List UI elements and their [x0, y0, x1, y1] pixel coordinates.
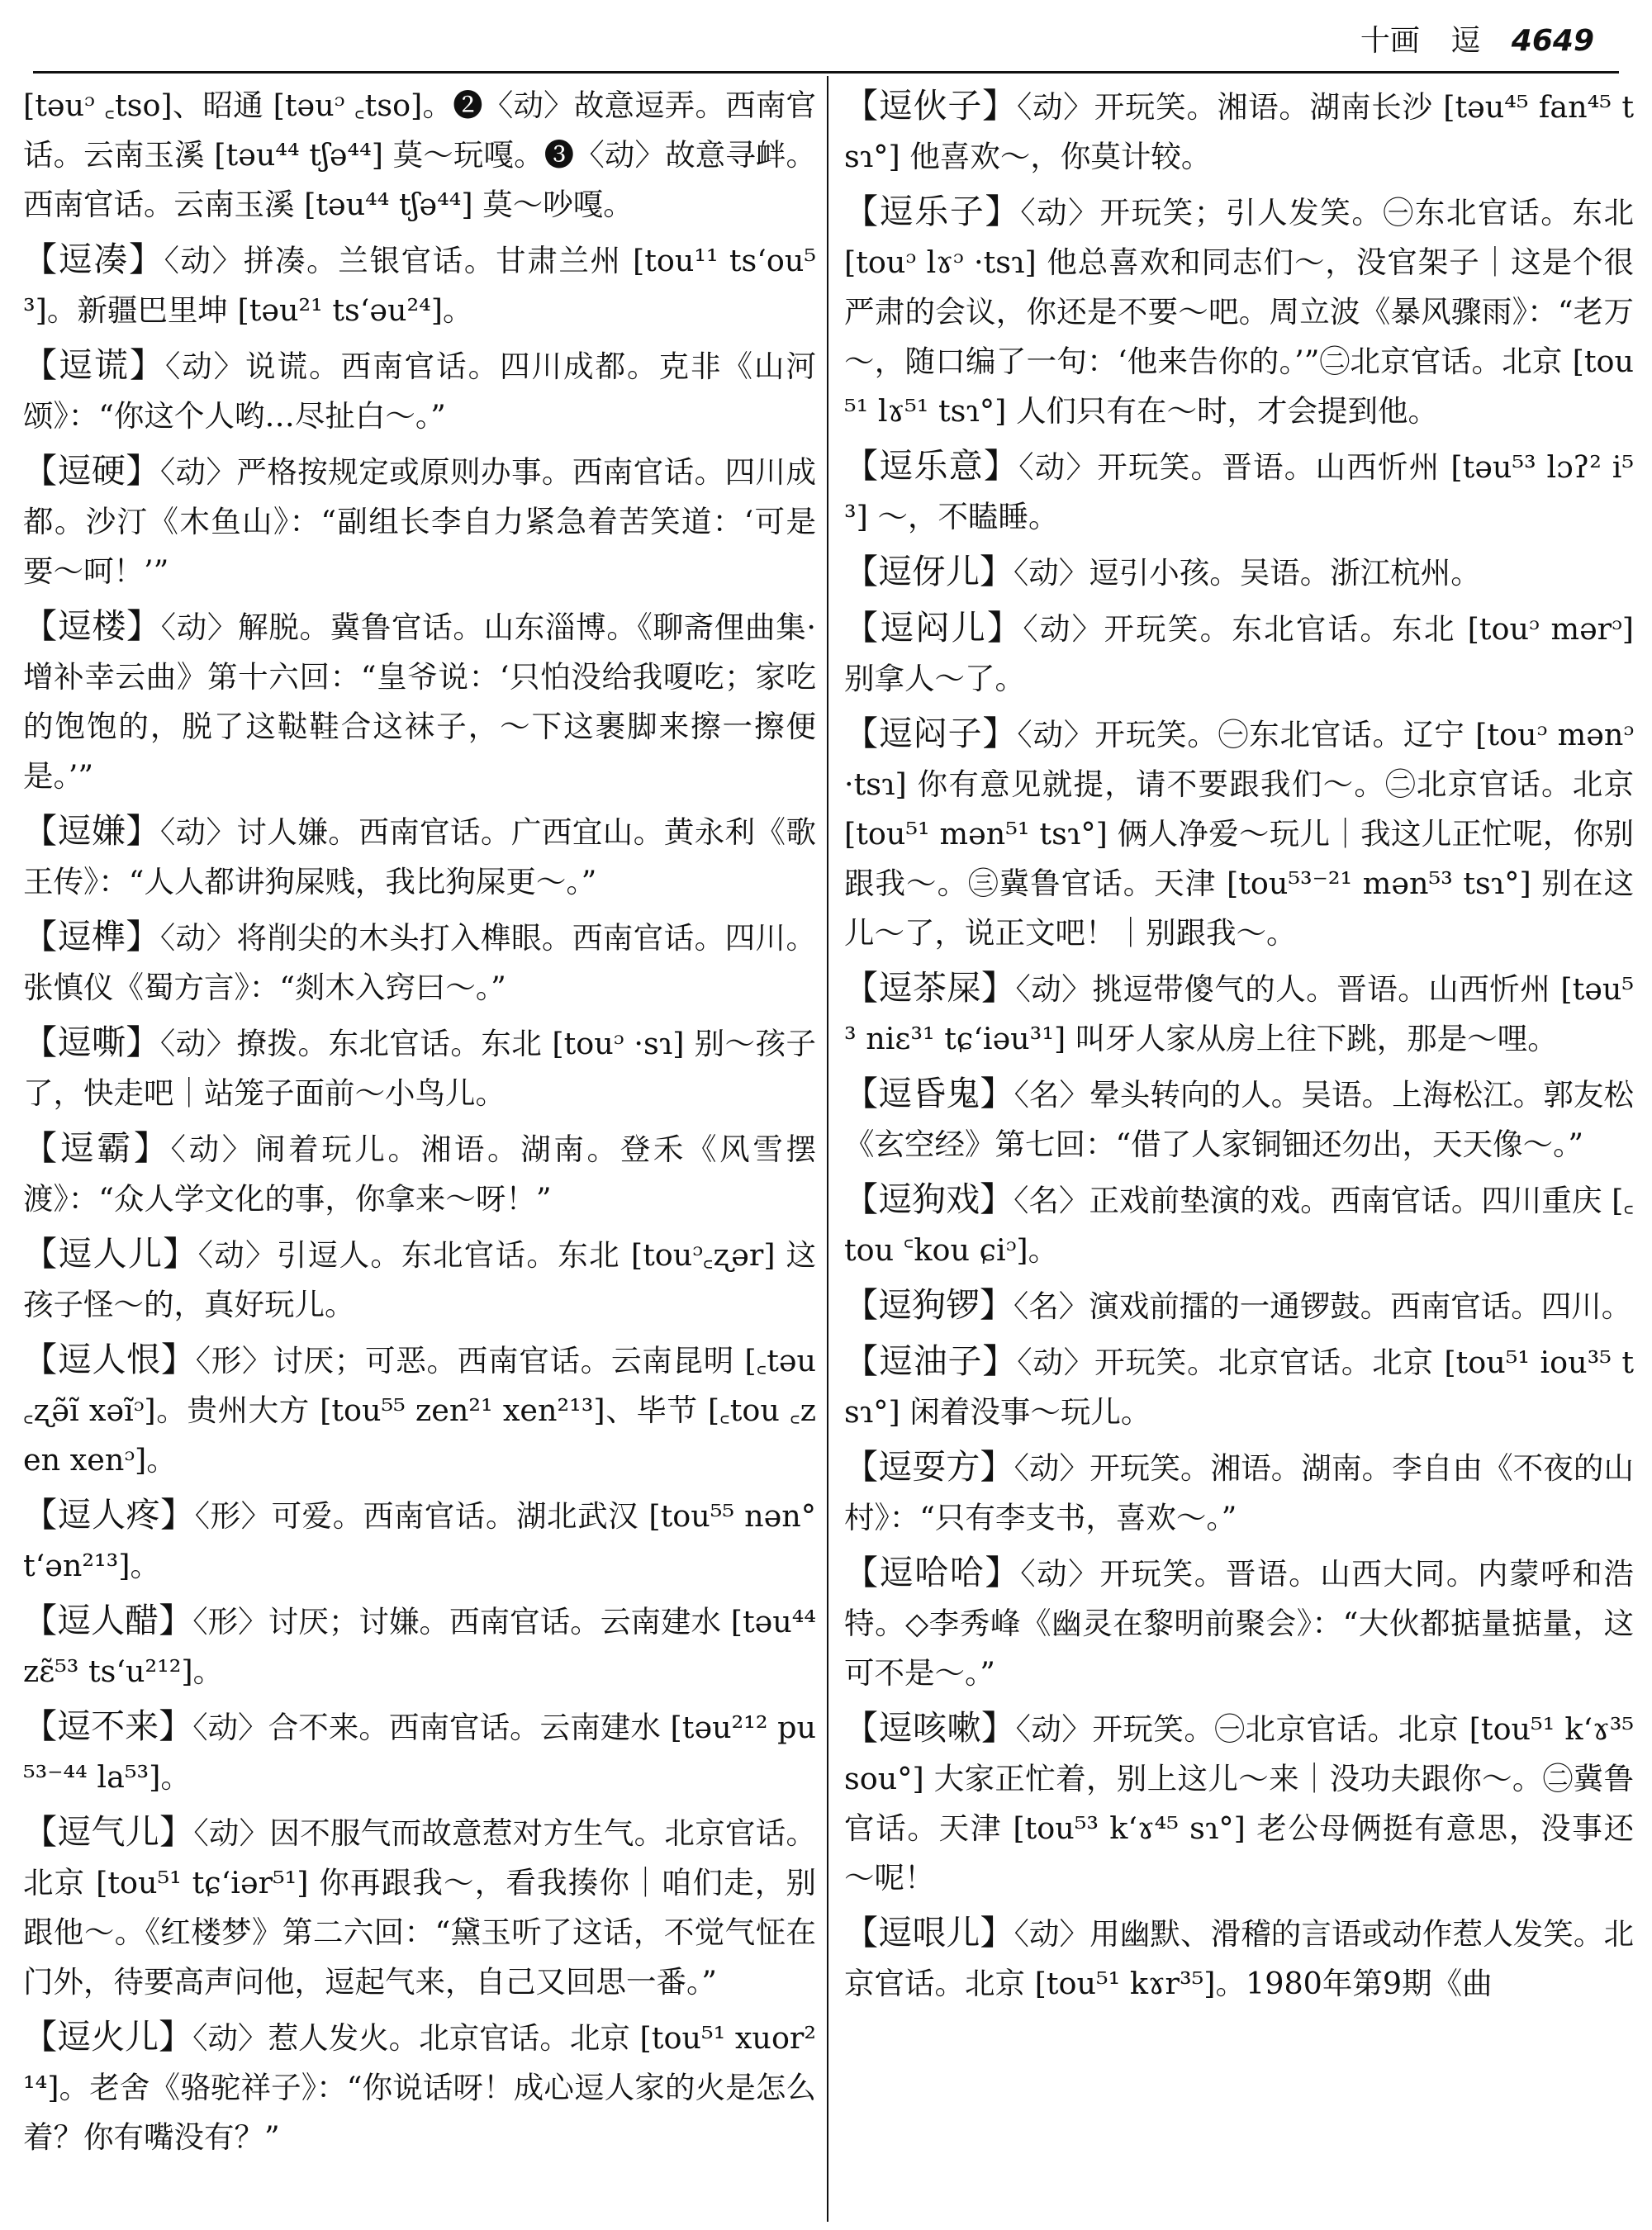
entry-headword: 【逗乐意】: [844, 446, 1019, 486]
entry-definition: 〈动〉开玩笑。㊀北京官话。北京 [tou⁵¹ k‘ɤ³⁵ sou°] 大家正忙着，别上这儿～来｜没功夫跟你～。㊁冀鲁官话。天津 [tou⁵³ k‘ɤ⁴⁵ sɿ°] 老公母俩挺有意思，没事还～呢！: [844, 1711, 1634, 1896]
entry-headword: 【逗硬】: [23, 451, 160, 491]
entry-definition: 〈动〉引逗人。东北官话。东北 [touᵓ꜀ʐər] 这孩子怪～的，真好玩儿。: [23, 1237, 816, 1322]
entry-definition: 〈动〉开玩笑。㊀东北官话。辽宁 [touᵓ mənᵓ ·tsɿ] 你有意见就提，请不要跟我们～。㊁北京官话。北京 [tou⁵¹ mən⁵¹ tsɿ°] 俩人净爱～玩儿｜我这儿正忙呢，你别跟我～。㊂冀鲁官话。天津 [tou⁵³⁻²¹ mən⁵³ tsɿ°] 别在这儿～了，说正文吧！｜别跟我～。: [844, 717, 1634, 951]
entry-definition: 〈动〉逗引小孩。吴语。浙江杭州。: [1014, 555, 1481, 591]
entry-definition: 〈动〉撩拨。东北官话。东北 [touᵓ ·sɿ] 别～孩子了，快走吧｜站笼子面前～小鸟儿。: [23, 1026, 816, 1111]
entry-definition: 〈动〉将削尖的木头打入榫眼。西南官话。四川。张慎仪《蜀方言》：“剡木入窍曰～。”: [23, 920, 816, 1005]
entry-definition: 〈名〉正戏前垫演的戏。西南官话。四川重庆 [꜀tou ꜂kou ɕiᵓ]。: [844, 1183, 1634, 1268]
left-column: [23, 81, 816, 2213]
entry-definition: 〈动〉开玩笑。湘语。湖南。李自由《不夜的山村》：“只有李支书，喜欢～。”: [844, 1450, 1634, 1535]
entry-headword: 【逗谎】: [23, 345, 165, 385]
entry-definition: 〈名〉演戏前擂的一通锣鼓。西南官话。四川。: [1014, 1288, 1632, 1324]
dictionary-entry: [844, 603, 1634, 704]
dictionary-entry: [23, 601, 816, 801]
entry-headword: 【逗人疼】: [23, 1495, 195, 1535]
dictionary-entry: [23, 912, 816, 1013]
entry-headword: 【逗昏鬼】: [844, 1074, 1014, 1113]
entry-headword: 【逗嘶】: [23, 1022, 160, 1062]
entry-definition: 〈形〉讨厌；可恶。西南官话。云南昆明 [꜀təu ꜀ʐə̃ĩ xəĩᵓ]。贵州大方 [tou⁵⁵ zen²¹ xen²¹³]、毕节 [꜀tou ꜀zen xenᵓ]。: [23, 1343, 816, 1478]
entry-definition: 〈名〉晕头转向的人。吴语。上海松江。郭友松《玄空经》第七回：“借了人家铜钿还勿出，天天像～。”: [844, 1077, 1634, 1162]
entry-definition: 〈动〉拼凑。兰银官话。甘肃兰州 [tou¹¹ ts‘ou⁵³]。新疆巴里坤 [təu²¹ ts‘əu²⁴]。: [23, 243, 816, 328]
entry-definition: 〈动〉惹人发火。北京官话。北京 [tou⁵¹ xuor²¹⁴]。老舍《骆驼祥子》：“你说话呀！成心逗人家的火是怎么着？你有嘴没有？”: [23, 2020, 816, 2155]
entry-headword: 【逗哈哈】: [844, 1553, 1021, 1592]
entry-headword: 【逗气儿】: [23, 1812, 194, 1852]
entry-headword: 【逗凑】: [23, 240, 164, 279]
entry-definition: 〈动〉开玩笑。晋语。山西大同。内蒙呼和浩特。◇李秀峰《幽灵在黎明前聚会》：“大伙都掂量掂量，这可不是～。”: [844, 1556, 1634, 1691]
entry-definition: 〈动〉合不来。西南官话。云南建水 [təu²¹² pu⁵³⁻⁴⁴ la⁵³]。: [23, 1710, 816, 1795]
dictionary-entry: [844, 1280, 1634, 1331]
entry-headword: 【逗嫌】: [23, 811, 160, 851]
entry-headword: 【逗火儿】: [23, 2017, 193, 2057]
dictionary-entry: [23, 2012, 816, 2162]
column-divider: [827, 76, 828, 2222]
dictionary-entry: [23, 1490, 816, 1591]
dictionary-entry: [23, 235, 816, 335]
dictionary-entry: [23, 1596, 816, 1696]
page-number: 4649: [1511, 24, 1594, 58]
entry-definition: 〈动〉开玩笑。东北官话。东北 [touᵓ mərᵓ] 别拿人～了。: [844, 611, 1634, 696]
entry-headword: 【逗狗戏】: [844, 1179, 1014, 1219]
dictionary-entry: [23, 1701, 816, 1802]
dictionary-entry: [23, 1018, 816, 1118]
running-head: [33, 18, 1594, 64]
entry-headword: 【逗人恨】: [23, 1340, 196, 1379]
entry-headword: 【逗咳嗽】: [844, 1708, 1016, 1748]
dictionary-entry: [844, 1336, 1634, 1437]
dictionary-entry: [23, 446, 816, 596]
entry-definition: 〈动〉严格按规定或原则办事。西南官话。四川成都。沙汀《木鱼山》：“副组长李自力紧急着苦笑道：‘可是要～呵！’”: [23, 454, 816, 589]
entry-definition: 〈动〉因不服气而故意惹对方生气。北京官话。北京 [tou⁵¹ tɕ‘iər⁵¹] 你再跟我～，看我揍你｜咱们走，别跟他～。《红楼梦》第二六回：“黛玉听了这话，不觉气怔在门外，待要高声问他，逗起气来，自己又回思一番。”: [23, 1815, 816, 2000]
entry-definition: 〈形〉讨厌；讨嫌。西南官话。云南建水 [təu⁴⁴ zɛ̃⁵³ ts‘u²¹²]。: [23, 1604, 816, 1689]
entry-definition: 〈动〉讨人嫌。西南官话。广西宜山。黄永利《歌王传》：“人人都讲狗屎贱，我比狗屎更～。”: [23, 814, 816, 899]
dictionary-entry: [844, 1548, 1634, 1698]
entry-headword: 【逗人儿】: [23, 1234, 198, 1274]
entry-headword: 【逗闷儿】: [844, 608, 1023, 648]
dictionary-entry: [844, 1174, 1634, 1275]
dictionary-entry: [844, 709, 1634, 958]
dictionary-entry: [844, 1442, 1634, 1543]
entry-definition: [təuᵓ ꜀tso]、昭通 [təuᵓ ꜀tso]。❷〈动〉故意逗弄。西南官话。云南玉溪 [təu⁴⁴ tʃə⁴⁴] 莫～玩嘎。❸〈动〉故意寻衅。西南官话。云南玉溪 [təu⁴⁴ tʃə⁴⁴] 莫～吵嘎。: [23, 88, 816, 222]
entry-definition: 〈动〉闹着玩儿。湘语。湖南。登禾《风雪摆渡》：“众人学文化的事，你拿来～呀！”: [23, 1132, 816, 1217]
entry-headword: 【逗哏儿】: [844, 1913, 1014, 1952]
entry-definition: 〈形〉可爱。西南官话。湖北武汉 [tou⁵⁵ nən° t‘ən²¹³]。: [23, 1498, 816, 1583]
entry-headword: 【逗不来】: [23, 1706, 193, 1746]
entry-headword: 【逗榫】: [23, 917, 160, 956]
entry-headword: 【逗耍方】: [844, 1447, 1014, 1487]
right-column: [844, 81, 1634, 2213]
dictionary-entry: [844, 1908, 1634, 2009]
dictionary-entry: [844, 963, 1634, 1064]
section-label: 十画: [1360, 24, 1420, 58]
dictionary-entry: [844, 81, 1634, 182]
entry-definition: 〈动〉挑逗带傻气的人。晋语。山西忻州 [təu⁵³ niɛ³¹ tɕ‘iəu³¹] 叫牙人家从房上往下跳，那是～哩。: [844, 971, 1634, 1056]
entry-headword: 【逗乐子】: [844, 192, 1021, 231]
dictionary-entry: [844, 187, 1634, 436]
entry-headword: 【逗霸】: [23, 1128, 171, 1168]
dictionary-entry: [23, 1335, 816, 1485]
dictionary-entry: [23, 806, 816, 907]
dictionary-entry: [23, 81, 816, 230]
entry-headword: 【逗伙子】: [844, 86, 1017, 126]
entry-definition: 〈动〉说谎。西南官话。四川成都。克非《山河颂》：“你这个人哟…尽扯白～。”: [23, 349, 816, 434]
dictionary-entry: [23, 1123, 816, 1224]
dictionary-entry: [23, 340, 816, 441]
dictionary-entry: [23, 1229, 816, 1330]
entry-definition: 〈动〉开玩笑。湘语。湖南长沙 [təu⁴⁵ fan⁴⁵ tsɿ°] 他喜欢～，你莫计较。: [844, 89, 1634, 174]
dictionary-entry: [844, 441, 1634, 542]
entry-headword: 【逗伢儿】: [844, 552, 1014, 591]
entry-headword: 【逗茶屎】: [844, 968, 1016, 1008]
entry-definition: 〈动〉开玩笑。晋语。山西忻州 [təu⁵³ lɔʔ² i⁵³] ～，不瞌睡。: [844, 449, 1634, 534]
entry-headword: 【逗人醋】: [23, 1601, 193, 1640]
header-rule: [33, 71, 1619, 74]
entry-headword: 【逗闷子】: [844, 714, 1018, 753]
entry-headword: 【逗楼】: [23, 606, 161, 646]
entry-definition: 〈动〉开玩笑。北京官话。北京 [tou⁵¹ iou³⁵ tsɿ°] 闲着没事～玩儿。: [844, 1345, 1634, 1430]
dictionary-entry: [844, 1069, 1634, 1170]
entry-headword: 【逗油子】: [844, 1341, 1018, 1381]
entry-definition: 〈动〉开玩笑；引人发笑。㊀东北官话。东北 [touᵓ lɤᵓ ·tsɿ] 他总喜欢和同志们～，没官架子｜这是个很严肃的会议，你还是不要～吧。周立波《暴风骤雨》：“老万～，随口编了一句：‘他来告你的。’”㊁北京官话。北京 [tou⁵¹ lɤ⁵¹ tsɿ°] 人们只有在～时，才会提到他。: [844, 195, 1634, 429]
dictionary-entry: [23, 1807, 816, 2007]
dictionary-entry: [844, 1703, 1634, 1903]
dictionary-entry: [844, 547, 1634, 598]
header-character: 逗: [1450, 24, 1481, 58]
entry-definition: 〈动〉解脱。冀鲁官话。山东淄博。《聊斋俚曲集·增补幸云曲》第十六回：“皇爷说：‘只怕没给我嗄吃；家吃的饱饱的，脱了这鞑鞋合这袜子，～下这裹脚来擦一擦便是。’”: [23, 610, 816, 794]
entry-definition: 〈动〉用幽默、滑稽的言语或动作惹人发笑。北京官话。北京 [tou⁵¹ kɤr³⁵]。1980年第9期《曲: [844, 1916, 1634, 2001]
entry-headword: 【逗狗锣】: [844, 1285, 1014, 1325]
